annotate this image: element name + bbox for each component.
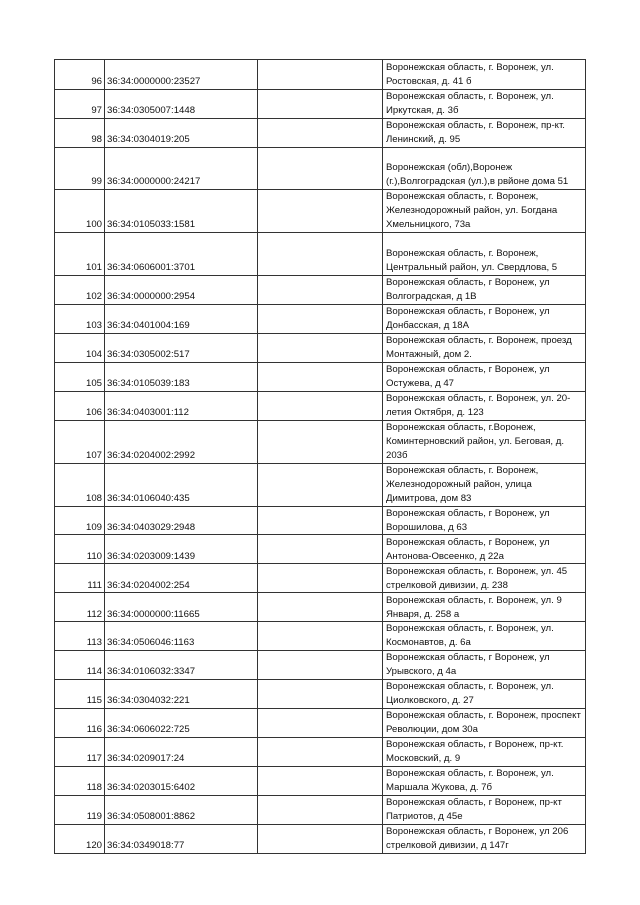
- row-number: 114: [55, 651, 105, 680]
- empty-cell: [258, 709, 383, 738]
- row-number: 101: [55, 232, 105, 275]
- cadastral-number: 36:34:0106032:3347: [105, 651, 258, 680]
- empty-cell: [258, 90, 383, 119]
- address: Воронежская область, г. Воронеж, проезд Монтажный, дом 2.: [383, 333, 586, 362]
- cadastral-number: 36:34:0506046:1163: [105, 622, 258, 651]
- address: Воронежская область, г Воронеж, пр-кт Патриотов, д 45е: [383, 795, 586, 824]
- row-number: 102: [55, 275, 105, 304]
- address: Воронежская область, г. Воронеж, ул. 20-летия Октября, д. 123: [383, 391, 586, 420]
- empty-cell: [258, 680, 383, 709]
- row-number: 112: [55, 593, 105, 622]
- table-row: [55, 506, 586, 535]
- row-number: 107: [55, 420, 105, 463]
- cadastral-number: 36:34:0349018:77: [105, 824, 258, 853]
- row-number: 98: [55, 118, 105, 147]
- cadastral-number: 36:34:0105039:183: [105, 362, 258, 391]
- address: Воронежская область, г. Воронеж, ул. Маршала Жукова, д. 7б: [383, 767, 586, 796]
- address: Воронежская область, г Воронеж, пр-кт. Московский, д. 9: [383, 738, 586, 767]
- cadastral-number: 36:34:0606022:725: [105, 709, 258, 738]
- row-number: 99: [55, 147, 105, 189]
- table-row: [55, 824, 586, 853]
- address: Воронежская область, г. Воронеж, Центральный район, ул. Свердлова, 5: [383, 232, 586, 275]
- row-number: 116: [55, 709, 105, 738]
- table-row: [55, 651, 586, 680]
- address: Воронежская область, г.Воронеж, Коминтерновский район, ул. Беговая, д. 203б: [383, 420, 586, 463]
- cadastral-number: 36:34:0203009:1439: [105, 535, 258, 564]
- table-body: [55, 60, 586, 854]
- address: Воронежская область, г. Воронеж, Железнодорожный район, ул. Богдана Хмельницкого, 73а: [383, 189, 586, 232]
- row-number: 106: [55, 391, 105, 420]
- cadastral-number: 36:34:0203015:6402: [105, 767, 258, 796]
- address: Воронежская область, г Воронеж, ул Ворошилова, д 63: [383, 506, 586, 535]
- empty-cell: [258, 118, 383, 147]
- empty-cell: [258, 463, 383, 506]
- row-number: 119: [55, 795, 105, 824]
- table-row: [55, 189, 586, 232]
- empty-cell: [258, 304, 383, 333]
- table-row: [55, 564, 586, 593]
- row-number: 113: [55, 622, 105, 651]
- cadastral-number: 36:34:0304032:221: [105, 680, 258, 709]
- table-row: [55, 420, 586, 463]
- address: Воронежская область, г. Воронеж, Железнодорожный район, улица Димитрова, дом 83: [383, 463, 586, 506]
- row-number: 111: [55, 564, 105, 593]
- cadastral-number: 36:34:0000000:23527: [105, 60, 258, 90]
- cadastral-number: 36:34:0401004:169: [105, 304, 258, 333]
- table-row: [55, 593, 586, 622]
- cadastral-number: 36:34:0304019:205: [105, 118, 258, 147]
- table-row: [55, 535, 586, 564]
- table-row: [55, 333, 586, 362]
- table-row: [55, 622, 586, 651]
- address: Воронежская область, г Воронеж, ул Волгоградская, д 1В: [383, 275, 586, 304]
- address: Воронежская область, г Воронеж, ул Урывского, д 4а: [383, 651, 586, 680]
- cadastral-number: 36:34:0305002:517: [105, 333, 258, 362]
- row-number: 118: [55, 767, 105, 796]
- address: Воронежская область, г. Воронеж, ул. 45 стрелковой дивизии, д. 238: [383, 564, 586, 593]
- table-row: [55, 275, 586, 304]
- table-row: [55, 118, 586, 147]
- empty-cell: [258, 738, 383, 767]
- cadastral-number: 36:34:0000000:24217: [105, 147, 258, 189]
- address: Воронежская область, г Воронеж, ул Антонова-Овсеенко, д 22а: [383, 535, 586, 564]
- empty-cell: [258, 535, 383, 564]
- empty-cell: [258, 333, 383, 362]
- empty-cell: [258, 275, 383, 304]
- table-row: [55, 767, 586, 796]
- address: Воронежская область, г. Воронеж, ул. 9 Января, д. 258 а: [383, 593, 586, 622]
- empty-cell: [258, 593, 383, 622]
- cadastral-number: 36:34:0105033:1581: [105, 189, 258, 232]
- address: Воронежская область, г. Воронеж, проспект Революции, дом 30а: [383, 709, 586, 738]
- property-table: [54, 59, 586, 854]
- cadastral-number: 36:34:0305007:1448: [105, 90, 258, 119]
- cadastral-number: 36:34:0106040:435: [105, 463, 258, 506]
- empty-cell: [258, 232, 383, 275]
- address: Воронежская область, г. Воронеж, ул. Космонавтов, д. 6а: [383, 622, 586, 651]
- address: Воронежская область, г. Воронеж, ул. Ростовская, д. 41 б: [383, 60, 586, 90]
- table-row: [55, 680, 586, 709]
- row-number: 108: [55, 463, 105, 506]
- cadastral-number: 36:34:0000000:11665: [105, 593, 258, 622]
- table-row: [55, 232, 586, 275]
- row-number: 117: [55, 738, 105, 767]
- table-row: [55, 391, 586, 420]
- empty-cell: [258, 189, 383, 232]
- empty-cell: [258, 651, 383, 680]
- row-number: 100: [55, 189, 105, 232]
- cadastral-number: 36:34:0209017:24: [105, 738, 258, 767]
- row-number: 104: [55, 333, 105, 362]
- address: Воронежская область, г Воронеж, ул Донбасская, д 18А: [383, 304, 586, 333]
- address: Воронежская (обл),Воронеж (г.),Волгоградская (ул.),в рвйоне дома 51: [383, 147, 586, 189]
- table-row: [55, 709, 586, 738]
- empty-cell: [258, 564, 383, 593]
- row-number: 103: [55, 304, 105, 333]
- address: Воронежская область, г. Воронеж, ул. Циолковского, д. 27: [383, 680, 586, 709]
- cadastral-number: 36:34:0403001:112: [105, 391, 258, 420]
- row-number: 109: [55, 506, 105, 535]
- row-number: 105: [55, 362, 105, 391]
- empty-cell: [258, 420, 383, 463]
- table-row: [55, 795, 586, 824]
- empty-cell: [258, 767, 383, 796]
- address: Воронежская область, г. Воронеж, пр-кт. Ленинский, д. 95: [383, 118, 586, 147]
- cadastral-number: 36:34:0403029:2948: [105, 506, 258, 535]
- cadastral-number: 36:34:0508001:8862: [105, 795, 258, 824]
- row-number: 97: [55, 90, 105, 119]
- address: Воронежская область, г Воронеж, ул 206 стрелковой дивизии, д 147г: [383, 824, 586, 853]
- table-row: [55, 60, 586, 90]
- row-number: 120: [55, 824, 105, 853]
- empty-cell: [258, 795, 383, 824]
- empty-cell: [258, 60, 383, 90]
- cadastral-number: 36:34:0606001:3701: [105, 232, 258, 275]
- empty-cell: [258, 147, 383, 189]
- empty-cell: [258, 362, 383, 391]
- table-row: [55, 362, 586, 391]
- row-number: 96: [55, 60, 105, 90]
- cadastral-number: 36:34:0204002:2992: [105, 420, 258, 463]
- cadastral-number: 36:34:0000000:2954: [105, 275, 258, 304]
- empty-cell: [258, 391, 383, 420]
- table-row: [55, 147, 586, 189]
- empty-cell: [258, 622, 383, 651]
- row-number: 115: [55, 680, 105, 709]
- address: Воронежская область, г. Воронеж, ул. Иркутская, д. 3б: [383, 90, 586, 119]
- empty-cell: [258, 506, 383, 535]
- table-row: [55, 90, 586, 119]
- row-number: 110: [55, 535, 105, 564]
- table-row: [55, 463, 586, 506]
- cadastral-number: 36:34:0204002:254: [105, 564, 258, 593]
- empty-cell: [258, 824, 383, 853]
- table-row: [55, 304, 586, 333]
- address: Воронежская область, г Воронеж, ул Остужева, д 47: [383, 362, 586, 391]
- table-row: [55, 738, 586, 767]
